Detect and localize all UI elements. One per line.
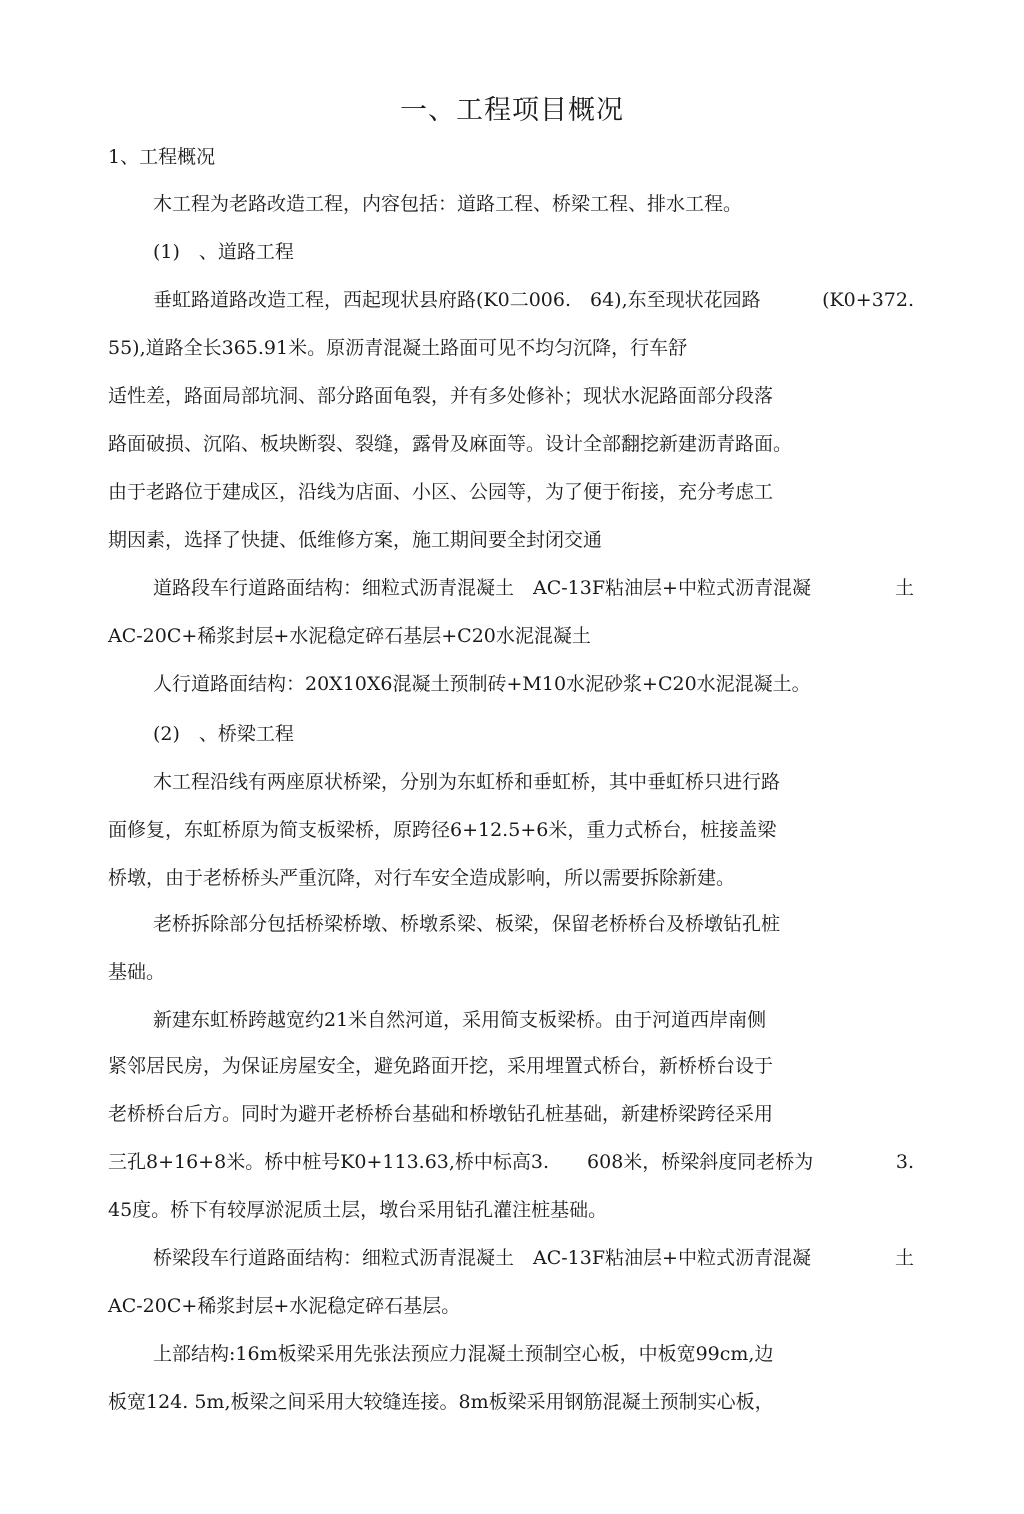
paragraph-line xyxy=(153,1245,914,1271)
paragraph-line: 木工程沿线有两座原状桥梁，分别为东虹桥和垂虹桥，其中垂虹桥只进行路 xyxy=(153,771,781,793)
line-segment: 土 xyxy=(894,1247,914,1269)
paragraph-line: 45度。桥下有较厚淤泥质土层，墩台采用钻孔灌注桩基础。 xyxy=(108,1199,608,1221)
paragraph-line: 面修复，东虹桥原为简支板梁桥，原跨径6+12.5+6米，重力式桥台，桩接盖梁 xyxy=(108,819,777,841)
line-segment: (K0+372. xyxy=(822,289,914,311)
paragraph-line: 55),道路全长365.91米。原沥青混凝土路面可见不均匀沉降，行车舒 xyxy=(108,337,688,359)
line-segment: 道路段车行道路面结构：细粒式沥青混凝土 AC-13F粘油层+中粒式沥青混凝 xyxy=(153,577,811,599)
paragraph-line: 紧邻居民房，为保证房屋安全，避免路面开挖，采用埋置式桥台，新桥桥台设于 xyxy=(108,1055,774,1077)
paragraph-line: 由于老路位于建成区，沿线为店面、小区、公园等，为了便于衔接，充分考虑工 xyxy=(108,481,774,503)
subsection-heading: (1) 、道路工程 xyxy=(153,241,294,263)
paragraph-line: AC-20C+稀浆封层+水泥稳定碎石基层。 xyxy=(108,1295,461,1317)
paragraph-line: 老桥拆除部分包括桥梁桥墩、桥墩系梁、板梁，保留老桥桥台及桥墩钻孔桩 xyxy=(153,913,781,935)
paragraph-line: 期因素，选择了快捷、低维修方案，施工期间要全封闭交通 xyxy=(108,529,603,551)
paragraph-line: 路面破损、沉陷、板块断裂、裂缝，露骨及麻面等。设计全部翻挖新建沥青路面。 xyxy=(108,433,793,455)
paragraph-line: 木工程为老路改造工程，内容包括：道路工程、桥梁工程、排水工程。 xyxy=(153,193,743,215)
paragraph-line: 上部结构:16m板梁采用先张法预应力混凝土预制空心板，中板宽99cm,边 xyxy=(153,1343,774,1365)
line-segment: 土 xyxy=(894,577,914,599)
paragraph-line: 基础。 xyxy=(108,961,166,983)
section-heading: 1、工程概况 xyxy=(108,146,216,168)
paragraph-line: 适性差，路面局部坑洞、部分路面龟裂，并有多处修补；现状水泥路面部分段落 xyxy=(108,385,774,407)
line-segment: 垂虹路道路改造工程，西起现状县府路(K0二006. 64),东至现状花园路 xyxy=(153,289,761,311)
subsection-heading: (2) 、桥梁工程 xyxy=(153,723,294,745)
paragraph-line xyxy=(153,575,914,601)
line-segment: 3. xyxy=(895,1151,914,1173)
paragraph-line xyxy=(108,1149,914,1175)
paragraph-line: AC-20C+稀浆封层+水泥稳定碎石基层+C20水泥混凝土 xyxy=(108,625,591,647)
line-segment: 三孔8+16+8米。桥中桩号K0+113.63,桥中标高3. 608米，桥梁斜度同老桥为 xyxy=(108,1151,814,1173)
paragraph-line: 人行道路面结构：20X10X6混凝土预制砖+M10水泥砂浆+C20水泥混凝土。 xyxy=(153,673,811,695)
line-segment: 桥梁段车行道路面结构：细粒式沥青混凝土 AC-13F粘油层+中粒式沥青混凝 xyxy=(153,1247,811,1269)
paragraph-line: 老桥桥台后方。同时为避开老桥桥台基础和桥墩钻孔桩基础，新建桥梁跨径采用 xyxy=(108,1103,774,1125)
paragraph-line: 新建东虹桥跨越宽约21米自然河道，采用简支板梁桥。由于河道西岸南侧 xyxy=(153,1009,767,1031)
paragraph-line xyxy=(153,287,914,313)
page-title: 一、工程项目概况 xyxy=(400,95,624,126)
paragraph-line: 板宽124. 5m,板梁之间采用大较缝连接。8m板梁采用钢筋混凝土预制实心板， xyxy=(108,1391,774,1413)
paragraph-line: 桥墩，由于老桥桥头严重沉降，对行车安全造成影响，所以需要拆除新建。 xyxy=(108,867,736,889)
